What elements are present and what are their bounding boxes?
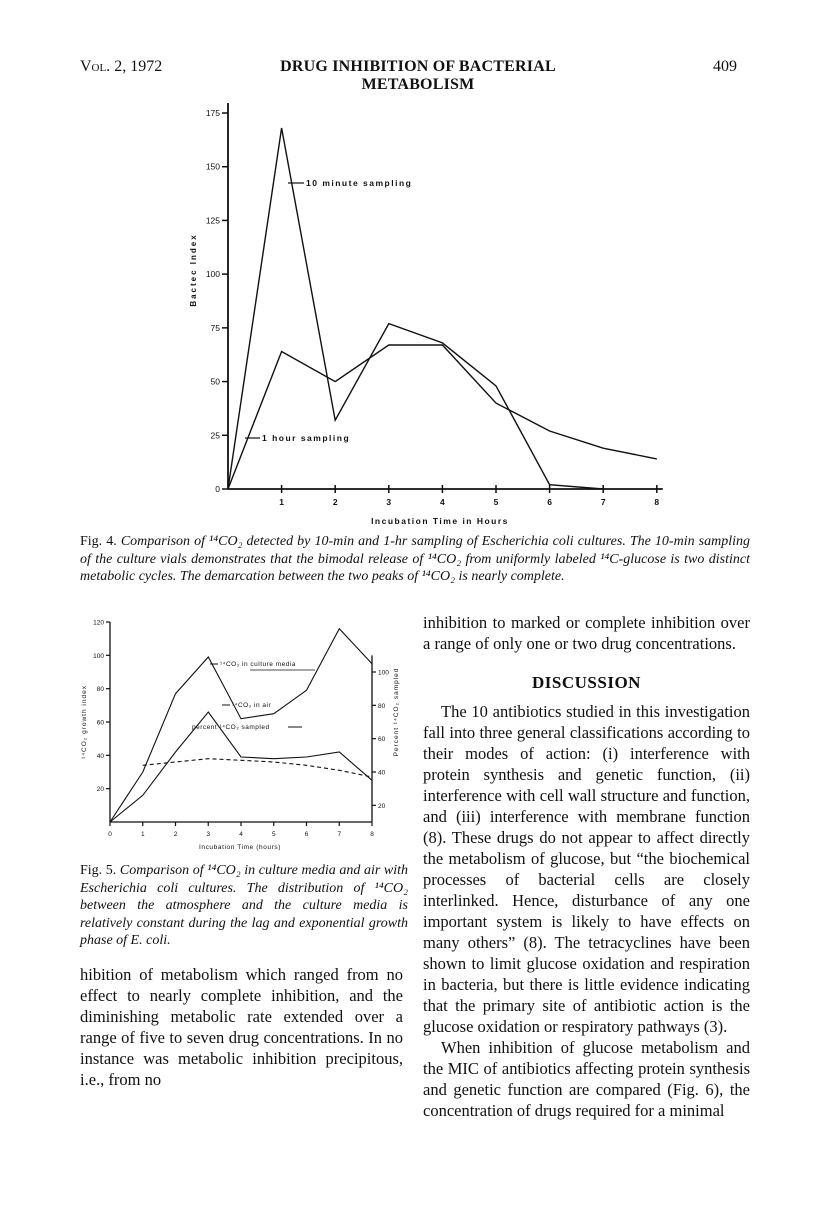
discussion-heading: DISCUSSION (532, 673, 641, 692)
fig4-y-tick-label: 100 (205, 269, 220, 280)
fig5-annotation-air: ¹⁴CO₂ in air (232, 702, 272, 709)
fig4-x-tick-label: 1 (279, 497, 284, 507)
fig4-y-tick-label: 175 (205, 108, 220, 118)
fig4-annotation-1hr: 1 hour sampling (262, 433, 351, 443)
figure-5-chart (0, 600, 420, 860)
fig4-y-tick-label: 50 (210, 376, 220, 387)
fig4-x-tick-label: 5 (493, 497, 499, 507)
fig5-x-tick-label: 2 (173, 831, 178, 838)
page-number: 409 (713, 58, 737, 75)
fig5-y-axis-label: ¹⁴CO₂ growth index (81, 685, 88, 759)
fig5-x-tick-label: 7 (337, 831, 342, 838)
fig5-series-percent-sampled-line (143, 759, 372, 777)
fig5-left-tick-label: 40 (96, 752, 104, 760)
fig5-x-axis-label: Incubation Time (hours) (198, 844, 282, 851)
fig5-right-tick-label: 20 (378, 802, 386, 810)
fig5-right-tick-label: 100 (378, 669, 389, 677)
fig4-axes (206, 103, 663, 507)
figure-5-caption-text: Comparison of ¹⁴CO₂ in culture media and air with Escherichia coli cultures. The distribution of ¹⁴CO₂ between the atmosphere and the culture media is relatively constant during the lag and exponential growth phase of E. coli. (80, 863, 409, 948)
fig4-x-tick-label: 3 (386, 497, 392, 507)
figure-4-caption-text: Comparison of ¹⁴CO₂ detected by 10-min and 1-hr sampling of Escherichia coli cultures. The 10-min sampling of the culture vials demonstrates that the bimodal release of ¹⁴CO₂ from uniformly labeled ¹⁴C-glucose is two distinct metabolic cycles. The demarcation between the two peaks of ¹⁴CO₂ is nearly complete. (80, 534, 750, 584)
fig4-y-tick-label: 125 (205, 215, 220, 226)
fig5-right-tick-label: 40 (378, 769, 386, 777)
fig5-x-tick-label: 6 (304, 831, 309, 838)
fig4-y-tick-label: 150 (205, 161, 220, 172)
right-column-intro: inhibition to marked or complete inhibition over a range of only one or two drug concentrations. (423, 613, 750, 653)
fig4-x-tick-label: 8 (654, 497, 660, 507)
figure-5-caption (80, 862, 408, 950)
fig4-x-tick-label: 7 (600, 497, 606, 507)
fig5-x-tick-label: 4 (239, 831, 243, 838)
fig4-y-tick-label: 0 (215, 484, 220, 494)
figure-4-chart (0, 0, 816, 540)
fig5-left-tick-label: 60 (96, 719, 104, 727)
fig5-x-tick-label: 8 (370, 831, 374, 838)
running-header-volume: Vol. 2, 1972 (80, 58, 163, 75)
fig4-y-axis-label: Bactec Index (189, 233, 198, 307)
fig5-left-tick-label: 120 (93, 619, 104, 627)
fig5-x-tick-label: 5 (271, 831, 276, 838)
fig4-y-tick-label: 75 (210, 322, 220, 333)
fig4-x-axis-label: Incubation Time in Hours (371, 516, 509, 526)
fig5-left-tick-label: 100 (93, 652, 104, 660)
fig5-x-tick-label: 0 (108, 831, 112, 838)
figure-5-label: Fig. 5. (80, 863, 117, 878)
fig5-x-tick-label: 1 (140, 831, 145, 838)
figure-4-caption (80, 533, 750, 586)
fig5-annotation-culture-media: ¹⁴CO₂ in culture media (220, 661, 296, 668)
fig4-x-tick-label: 2 (332, 497, 338, 507)
fig5-right-axis-label: Percent ¹⁴CO₂ sampled (393, 667, 400, 757)
fig4-x-tick-label: 4 (440, 497, 445, 507)
discussion-paragraph-2: When inhibition of glucose metabolism and the MIC of antibiotics affecting protein synthesis and genetic function are compared (Fig. 6), the concentration of drugs required for a minimal (423, 1038, 750, 1120)
right-column (423, 612, 750, 1121)
fig4-y-tick-label: 25 (210, 430, 220, 441)
fig5-right-tick-label: 80 (378, 702, 386, 710)
figure-4-label: Fig. 4. (80, 534, 117, 549)
fig4-x-tick-label: 6 (547, 497, 552, 507)
fig5-x-tick-label: 3 (206, 831, 211, 838)
left-column-text: hibition of metabolism which ranged from no effect to nearly complete inhibition, and the diminishing metabolic rate extended over a range of five to seven drug concentrations. In no instance was metabolic inhibition precipitous, i.e., from no (80, 965, 403, 1089)
fig5-annotation-percent-sampled: percent ¹⁴CO₂ sampled (192, 724, 270, 731)
fig5-right-tick-label: 60 (378, 736, 386, 744)
discussion-paragraph-1: The 10 antibiotics studied in this investigation fall into three general classifications according to their modes of action: (i) interference with protein synthesis and genetic function, (ii) interference with cell wall structure and function, and (iii) interference with membrane function (8). These drugs do not appear to affect directly the metabolism of glucose, but “the biochemical processes of bacterial cells are closely interlinked. Hence, disturbance of any one important system is likely to have effects on many others” (8). The tetracyclines have been shown to limit glucose oxidation and respiration in bacteria, but there is little evidence indicating that the primary site of antibiotic action is the glucose oxidation or respiratory pathways (3). (423, 702, 750, 1036)
fig4-series-1hr-line (228, 345, 657, 489)
fig4-annotation-10min: 10 minute sampling (306, 178, 413, 188)
running-header-title: DRUG INHIBITION OF BACTERIAL METABOLISM (280, 58, 556, 93)
fig5-left-tick-label: 20 (96, 786, 104, 794)
fig5-left-tick-label: 80 (96, 686, 104, 694)
